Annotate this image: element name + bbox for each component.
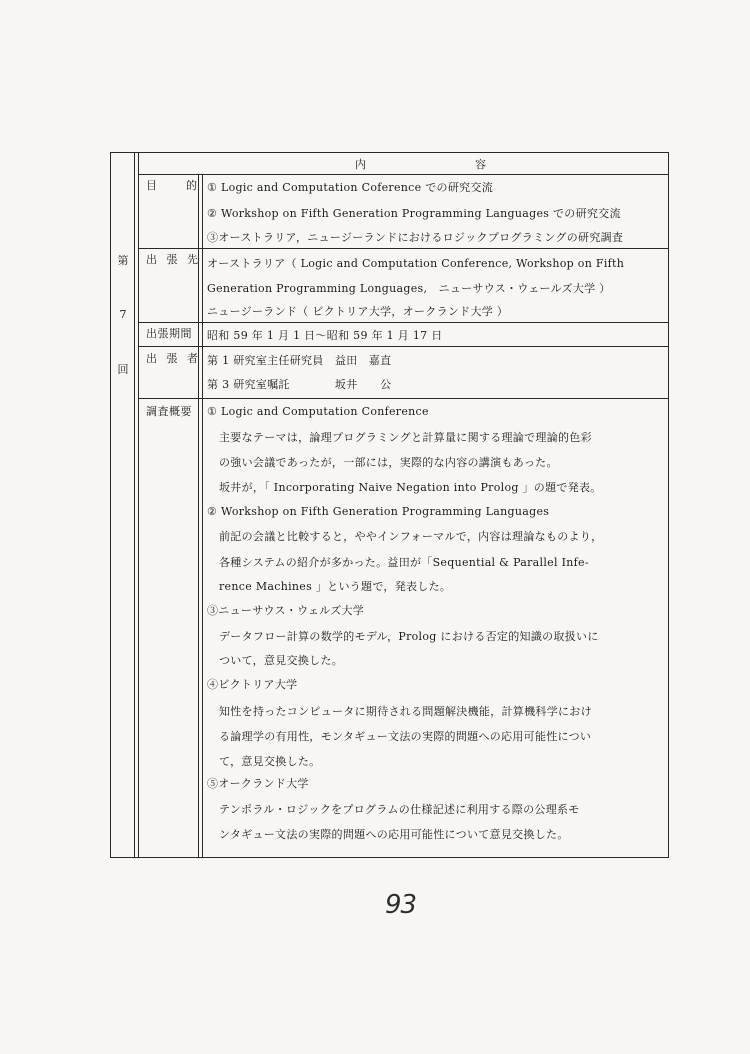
- label-column-divider-inner: [202, 175, 203, 858]
- traveler-line-2: 第 3 研究室嘱託 坂井 公: [207, 378, 392, 391]
- page-number: 93: [385, 890, 417, 920]
- summary-line-8: rence Machines 」という題で，発表した。: [219, 580, 452, 593]
- summary-line-6: 前記の会議と比較すると，ややインフォーマルで，内容は理論なものより，: [219, 530, 603, 543]
- side-column-divider: [134, 152, 135, 858]
- destination-line-3: ニュージーランド（ ビクトリア大学，オークランド大学 ）: [207, 305, 509, 318]
- period-label: 出張期間: [146, 327, 192, 340]
- summary-line-7: 各種システムの紹介が多かった。益田が「Sequential & Parallel Infe-: [219, 556, 589, 569]
- summary-line-15: て，意見交換した。: [219, 755, 321, 768]
- side-column-divider-inner: [138, 152, 139, 858]
- row-divider-2: [138, 322, 669, 323]
- header-divider: [138, 174, 669, 175]
- purpose-line-1: ① Logic and Computation Coference での研究交流: [207, 181, 494, 194]
- summary-line-10: データフロー計算の数学的モデル，Prolog における否定的知識の取扱いに: [219, 630, 599, 643]
- summary-line-9: ③ニューサウス・ウェルズ大学: [207, 604, 365, 617]
- destination-line-2: Generation Programming Longuages, ニューサウス・ウェールズ大学 ）: [207, 282, 611, 295]
- summary-label: 調査概要: [146, 405, 192, 418]
- side-label-dai: 第: [117, 254, 129, 267]
- summary-line-18: ンタギュー文法の実際的問題への応用可能性について意見交換した。: [219, 828, 569, 841]
- summary-line-16: ⑤オークランド大学: [207, 777, 309, 790]
- summary-line-17: テンポラル・ロジックをプログラムの仕様記述に利用する際の公理系モ: [219, 803, 580, 816]
- purpose-label: 目 的: [146, 179, 206, 192]
- summary-line-5: ② Workshop on Fifth Generation Programming Languages: [207, 505, 550, 518]
- purpose-line-2: ② Workshop on Fifth Generation Programming Languages での研究交流: [207, 207, 621, 220]
- side-label-kai: 回: [117, 363, 129, 376]
- header-label: 内 容: [355, 158, 487, 171]
- row-divider-3: [138, 346, 669, 347]
- purpose-line-3: ③オーストラリア，ニュージーランドにおけるロジックプログラミングの研究調査: [207, 231, 624, 244]
- period-value: 昭和 59 年 1 月 1 日～昭和 59 年 1 月 17 日: [207, 329, 443, 342]
- summary-line-14: る論理学の有用性，モンタギュー文法の実際的問題への応用可能性につい: [219, 730, 592, 743]
- row-divider-1: [138, 248, 669, 249]
- traveler-label: 出 張 者: [146, 352, 201, 365]
- row-divider-4: [138, 398, 669, 399]
- destination-line-1: オーストラリア（ Logic and Computation Conference, Workshop on Fifth: [207, 257, 625, 270]
- summary-line-1: ① Logic and Computation Conference: [207, 405, 429, 418]
- summary-line-13: 知性を持ったコンピュータに期待される問題解決機能，計算機科学におけ: [219, 705, 592, 718]
- summary-line-4: 坂井が，「 Incorporating Naive Negation into Prolog 」の題で発表。: [219, 481, 602, 494]
- summary-line-2: 主要なテーマは，論理プログラミングと計算量に関する理論で理論的色彩: [219, 431, 592, 444]
- summary-line-12: ④ビクトリア大学: [207, 678, 298, 691]
- side-label-number: 7: [119, 308, 127, 321]
- summary-line-3: の強い会議であったが，一部には，実際的な内容の講演もあった。: [219, 456, 558, 469]
- summary-line-11: ついて，意見交換した。: [219, 654, 344, 667]
- traveler-line-1: 第 1 研究室主任研究員 益田 嘉直: [207, 354, 392, 367]
- destination-label: 出 張 先: [146, 253, 201, 266]
- label-column-divider: [198, 175, 199, 858]
